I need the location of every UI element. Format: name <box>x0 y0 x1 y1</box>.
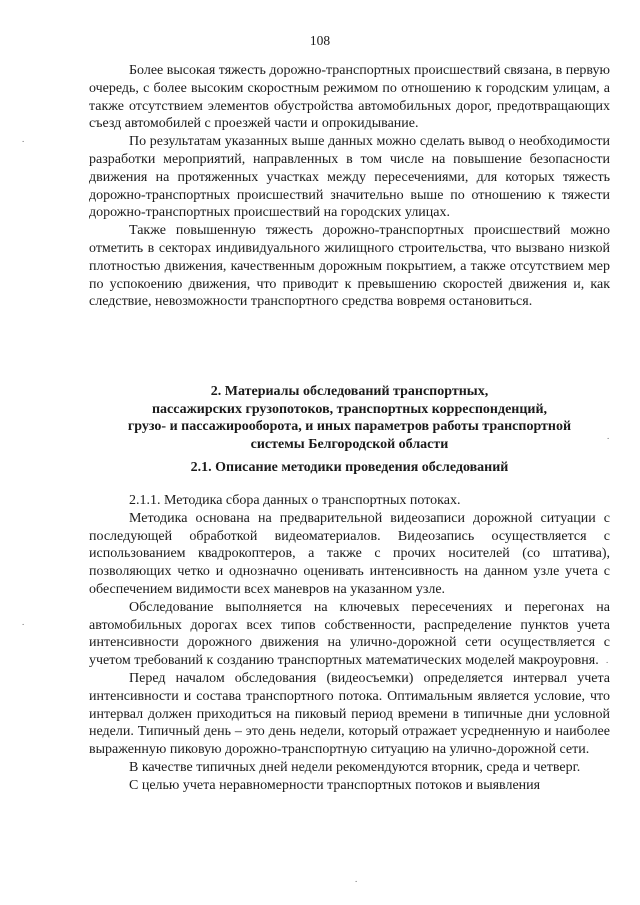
section-heading-line: пассажирских грузопотоков, транспортных корреспонденций, <box>151 401 548 417</box>
paragraph: Обследование выполняется на ключевых пересечениях и перегонах на автомобильных дорогах всех типов собственности, распределение пунктов учета интенсивности дорожного движения на улично-дорожной сети осуществляется с учетом требований к созданию транспортных математических моделей макроуровня. <box>89 599 610 669</box>
page-number: 108 <box>309 33 331 48</box>
section-heading <box>89 383 610 453</box>
paragraph: Более высокая тяжесть дорожно-транспортных происшествий связана, в первую очередь, с более высоким скоростным режимом по отношению к городским улицам, а также отсутствием элементов обустройства автомобильных дорог, предотвращающих съезд автомобилей с проезжей части и опрокидывание. <box>89 63 610 132</box>
paragraph: Перед началом обследования (видеосъемки) определяется интервал учета интенсивности и состава транспортного потока. Оптимальным является условие, что интервал должен приходиться на пиковый период времени в типичные дни условной недели. Типичный день – это день недели, который отражает усредненную и наиболее выраженную пиковую дорожно-транспортную ситуацию на улично-дорожной сети. <box>89 670 610 758</box>
scan-speck: . <box>606 655 609 665</box>
section-heading-line: 2. Материалы обследований транспортных, <box>210 384 489 399</box>
scan-speck: . <box>22 617 25 627</box>
paragraph: С целью учета неравномерности транспортных потоков и выявления <box>129 777 541 793</box>
scan-speck: . <box>355 874 358 884</box>
paragraph: В качестве типичных дней недели рекомендуются вторник, среда и четверг. <box>129 759 581 775</box>
paragraph: По результатам указанных выше данных можно сделать вывод о необходимости разработки мероприятий, направленных в том числе на повышение безопасности движения на протяженных участках между пересечениями, для которых тяжесть дорожно-транспортных происшествий значительно выше по отношению к тяжести дорожно-транспортных происшествий на городских улицах. <box>89 134 610 221</box>
method-text <box>89 492 610 795</box>
section-heading-line: грузо- и пассажирооборота, и иных параметров работы транспортной <box>127 419 572 434</box>
subsection-heading: 2.1. Описание методики проведения обследований <box>190 460 509 475</box>
scan-speck: . <box>22 134 25 144</box>
scan-speck: . <box>607 431 610 441</box>
paragraph: Методика основана на предварительной видеозаписи дорожной ситуации с последующей обработкой видеоматериалов. Видеозапись осуществляется с использованием квадрокоптеров, а также с прочих носителей (со штатива), позволяющих четко и однозначно оценивать интенсивность на данном узле учета с обеспечением видимости всех маневров на указанном узле. <box>89 510 610 597</box>
paragraph: 2.1.1. Методика сбора данных о транспортных потоках. <box>129 493 461 508</box>
section-heading-line: системы Белгородской области <box>250 436 449 452</box>
paragraph: Также повышенную тяжесть дорожно-транспортных происшествий можно отметить в секторах индивидуального жилищного строительства, что вызвано низкой плотностью движения, качественным дорожным покрытием, а также отсутствием мер по успокоению движения, что приводит к превышению скоростей движения и, как следствие, невозможности транспортного средства вовремя остановиться. <box>89 223 610 310</box>
intro-text <box>89 62 610 311</box>
